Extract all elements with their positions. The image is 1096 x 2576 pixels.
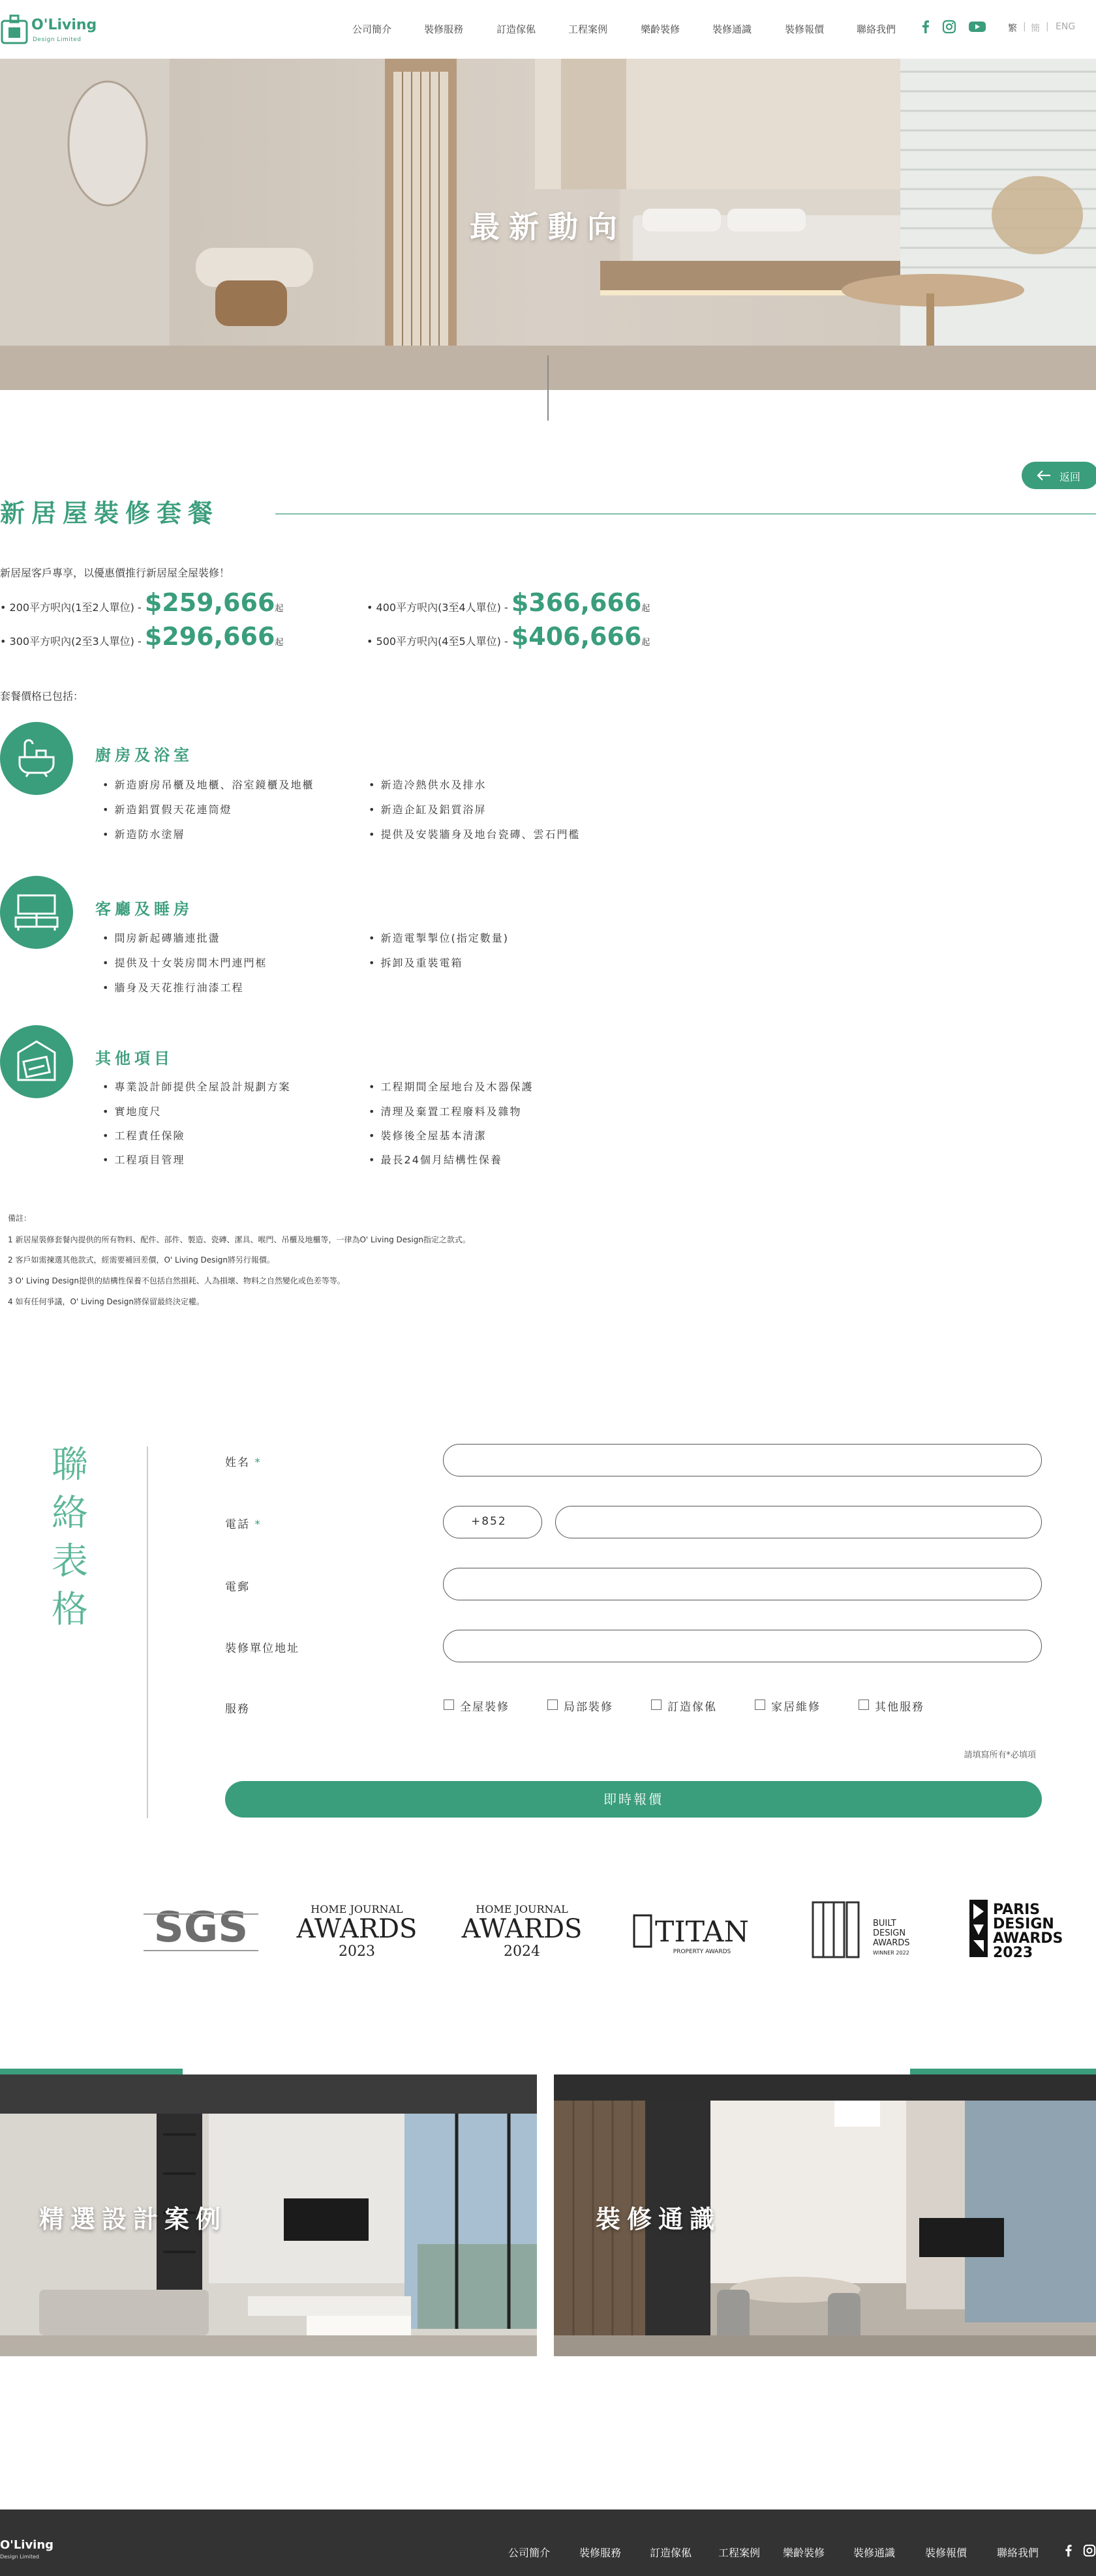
award-text: PARIS (993, 1902, 1041, 1918)
nav-contact[interactable]: 聯絡我們 (857, 23, 896, 35)
price-value: $259,666 (144, 588, 275, 617)
include-item: • 新造防水塗層 (102, 828, 185, 841)
award-text: DESIGN (873, 1928, 906, 1938)
price-suffix: 起 (641, 638, 650, 648)
hero-banner (0, 59, 1096, 390)
other-items-icon (16, 1040, 57, 1083)
include-item: • 實地度尺 (102, 1105, 162, 1118)
nav-knowledge[interactable]: 裝修通識 (712, 23, 752, 35)
phone-label (225, 1515, 262, 1531)
youtube-icon[interactable] (968, 20, 986, 34)
award-text: PROPERTY AWARDS (673, 1949, 731, 1955)
category-title: 其他項目 (95, 1049, 174, 1068)
service-checkbox-repair[interactable] (755, 1700, 765, 1710)
renovation-knowledge-card[interactable] (554, 2074, 1096, 2356)
phone-input[interactable] (555, 1506, 1042, 1538)
award-text: 2023 (993, 1945, 1033, 1960)
service-option-label: 局部裝修 (564, 1701, 613, 1714)
lang-sep: | (1023, 22, 1026, 32)
include-item: • 最長24個月結構性保養 (369, 1154, 502, 1166)
site-header (0, 0, 1096, 59)
footer-instagram-icon[interactable] (1083, 2543, 1096, 2558)
price-desc: • 400平方呎內(3至4人單位) - (367, 601, 511, 614)
note-item: 1 新居屋裝修套餐內提供的所有物料、配件、部件、製造、瓷磚、潔具、喉門、吊櫃及地櫃等，一律為O' Living Design指定之款式。 (8, 1235, 470, 1244)
category-icon-container (0, 876, 73, 949)
include-item: • 工程項目管理 (102, 1154, 185, 1166)
form-title-char: 格 (52, 1589, 88, 1631)
include-item: • 間房新起磚牆連批盪 (102, 932, 221, 944)
service-label: 服務 (225, 1703, 250, 1716)
phone-prefix-value: +852 (471, 1515, 507, 1528)
logo[interactable] (0, 12, 98, 48)
include-item: • 新造鋁質假天花連筒燈 (102, 803, 232, 816)
award-text: AWARDS (296, 1914, 418, 1944)
submit-quote-button[interactable]: 即時報價 (225, 1781, 1042, 1818)
hero-divider (547, 355, 549, 421)
award-text: HOME JOURNAL (311, 1903, 403, 1915)
price-desc: • 500平方呎內(4至5人單位) - (367, 635, 511, 648)
card-title: 精選設計案例 (39, 2205, 228, 2234)
footer-nav-about[interactable]: 公司簡介 (508, 2547, 551, 2559)
service-checkbox-other[interactable] (859, 1700, 869, 1710)
award-text: DESIGN (993, 1916, 1054, 1932)
include-item: • 牆身及天花推行油漆工程 (102, 981, 244, 994)
facebook-icon[interactable] (919, 20, 933, 34)
email-input[interactable] (443, 1568, 1042, 1600)
lang-simplified[interactable]: 簡 (1031, 23, 1040, 34)
back-button-label: 返回 (1059, 471, 1081, 483)
phone-prefix-input[interactable] (443, 1506, 542, 1538)
price-suffix: 起 (275, 604, 284, 614)
include-item: • 新造電掣掣位(指定數量) (369, 932, 510, 944)
form-title-char: 聯 (52, 1444, 88, 1486)
required-mark: * (254, 1518, 262, 1531)
service-option-label: 訂造傢俬 (667, 1701, 717, 1714)
footer-logo[interactable] (0, 2538, 78, 2564)
section-divider (275, 513, 1096, 515)
include-item: • 新造廚房吊櫃及地櫃、浴室鏡櫃及地櫃 (102, 779, 314, 791)
name-label (225, 1453, 262, 1469)
footer-nav-furniture[interactable]: 訂造傢俬 (650, 2547, 692, 2559)
instagram-icon[interactable] (942, 20, 956, 34)
category-title: 廚房及浴室 (95, 746, 193, 764)
card-accent-bar (0, 2069, 183, 2074)
name-input[interactable] (443, 1444, 1042, 1476)
award-text: HOME JOURNAL (476, 1903, 568, 1915)
site-footer (0, 2509, 1096, 2576)
lang-english[interactable]: ENG (1056, 22, 1076, 32)
price-item (367, 622, 650, 651)
award-text: TITAN (655, 1915, 749, 1949)
living-room-icon (14, 893, 59, 932)
lang-traditional[interactable]: 繁 (1008, 23, 1017, 34)
award-paris-design-logo (966, 1895, 1083, 1960)
footer-nav-services[interactable]: 裝修服務 (579, 2547, 622, 2559)
brand-name: O'Living (31, 17, 97, 33)
logo-mark-icon (0, 14, 29, 46)
footer-nav-knowledge[interactable]: 裝修通識 (853, 2547, 896, 2559)
price-desc: • 300平方呎內(2至3人單位) - (0, 635, 145, 648)
award-text: 2023 (339, 1943, 375, 1960)
award-titan-logo (629, 1895, 759, 1960)
card-accent-bar (910, 2069, 1096, 2074)
nav-projects[interactable]: 工程案例 (568, 23, 608, 35)
category-icon-container (0, 1025, 73, 1098)
includes-label: 套餐價格已包括： (0, 690, 84, 702)
brand-tagline: Design Limited (33, 37, 82, 43)
award-text: BUILT (873, 1919, 896, 1928)
address-label: 裝修單位地址 (225, 1642, 299, 1655)
price-desc: • 200平方呎內(1至2人單位) - (0, 601, 145, 614)
required-note: 請填寫所有*必填項 (964, 1750, 1036, 1760)
package-intro: 新居屋客戶專享，以優惠價推行新居屋全屋裝修！ (0, 567, 230, 579)
nav-senior-renovation[interactable]: 樂齡裝修 (641, 23, 680, 35)
price-suffix: 起 (641, 604, 650, 614)
notes-label: 備註： (8, 1214, 32, 1223)
footer-nav-senior-renovation[interactable]: 樂齡裝修 (783, 2547, 825, 2559)
award-built-design-logo (809, 1895, 926, 1960)
price-suffix: 起 (275, 638, 284, 648)
price-item (0, 588, 283, 617)
award-text: AWARDS (873, 1938, 910, 1948)
footer-brand-name: O'Living (0, 2538, 54, 2552)
hero-title: 最新動向 (470, 209, 626, 245)
service-option-label: 家居維修 (771, 1701, 821, 1714)
required-mark: * (254, 1456, 262, 1469)
arrow-left-icon (1036, 469, 1052, 482)
footer-brand-tagline: Design Limited (0, 2554, 39, 2560)
service-checkbox-furniture[interactable] (651, 1700, 662, 1710)
note-item: 2 客戶如需揀選其他款式，經需要補回差價，O' Living Design將另行報價。 (8, 1255, 275, 1265)
award-text: SGS (153, 1904, 249, 1952)
category-icon-container (0, 722, 73, 795)
award-home-journal-2023-logo (295, 1895, 419, 1960)
note-item: 4 如有任何爭議，O' Living Design將保留最終決定權。 (8, 1297, 204, 1306)
price-value: $296,666 (144, 622, 275, 651)
email-label: 電郵 (225, 1581, 250, 1594)
service-option-label: 其他服務 (875, 1701, 924, 1714)
form-title-char: 表 (52, 1540, 88, 1583)
include-item: • 新造企缸及鋁質浴屏 (369, 803, 487, 816)
section-title: 新居屋裝修套餐 (0, 499, 220, 528)
featured-projects-card[interactable] (0, 2074, 537, 2356)
kitchen-bath-icon (16, 738, 57, 779)
include-item: • 專業設計師提供全屋設計規劃方案 (102, 1081, 291, 1093)
price-item (367, 588, 650, 617)
include-item: • 工程期間全屋地台及木器保護 (369, 1081, 534, 1093)
category-title: 客廳及睡房 (95, 900, 193, 918)
award-text: AWARDS (993, 1930, 1063, 1947)
service-checkbox-full[interactable] (444, 1700, 454, 1710)
phone-label-text: 電話 (225, 1518, 250, 1531)
footer-facebook-icon[interactable] (1062, 2543, 1075, 2558)
form-divider (147, 1446, 148, 1818)
award-sgs-logo (137, 1895, 265, 1960)
form-title (47, 1441, 93, 1634)
include-item: • 工程責任保險 (102, 1130, 185, 1142)
back-button[interactable] (1022, 462, 1096, 489)
award-text: AWARDS (461, 1914, 583, 1944)
service-option-label: 全屋裝修 (460, 1701, 510, 1714)
address-input[interactable] (443, 1630, 1042, 1662)
include-item: • 裝修後全屋基本清潔 (369, 1130, 487, 1142)
price-value: $366,666 (511, 588, 642, 617)
nav-services[interactable]: 裝修服務 (424, 23, 464, 35)
include-item: • 清理及棄置工程廢料及雜物 (369, 1105, 522, 1118)
price-value: $406,666 (511, 622, 642, 651)
name-label-text: 姓名 (225, 1456, 250, 1469)
footer-nav-quotation[interactable]: 裝修報價 (925, 2547, 967, 2559)
nav-about[interactable]: 公司簡介 (352, 23, 392, 35)
include-item: • 提供及安裝牆身及地台瓷磚、雲石門檻 (369, 828, 581, 841)
nav-quotation[interactable]: 裝修報價 (785, 23, 825, 35)
service-checkbox-partial[interactable] (547, 1700, 558, 1710)
include-item: • 新造冷熱供水及排水 (369, 779, 487, 791)
note-item: 3 O' Living Design提供的結構性保養不包括自然損耗、人為損壞、物料之自然變化或色差等等。 (8, 1276, 345, 1285)
footer-nav-projects[interactable]: 工程案例 (718, 2547, 761, 2559)
nav-furniture[interactable]: 訂造傢俬 (496, 23, 536, 35)
award-home-journal-2024-logo (460, 1895, 584, 1960)
price-item (0, 622, 283, 651)
card-title: 裝修通識 (596, 2205, 722, 2234)
footer-nav-contact[interactable]: 聯絡我們 (997, 2547, 1039, 2559)
include-item: • 提供及十女裝房間木門連門框 (102, 957, 267, 969)
include-item: • 拆卸及重裝電箱 (369, 957, 463, 969)
lang-sep: | (1046, 22, 1049, 32)
award-text: WINNER 2022 (873, 1950, 909, 1956)
form-title-char: 絡 (52, 1492, 88, 1535)
award-text: 2024 (504, 1943, 540, 1960)
